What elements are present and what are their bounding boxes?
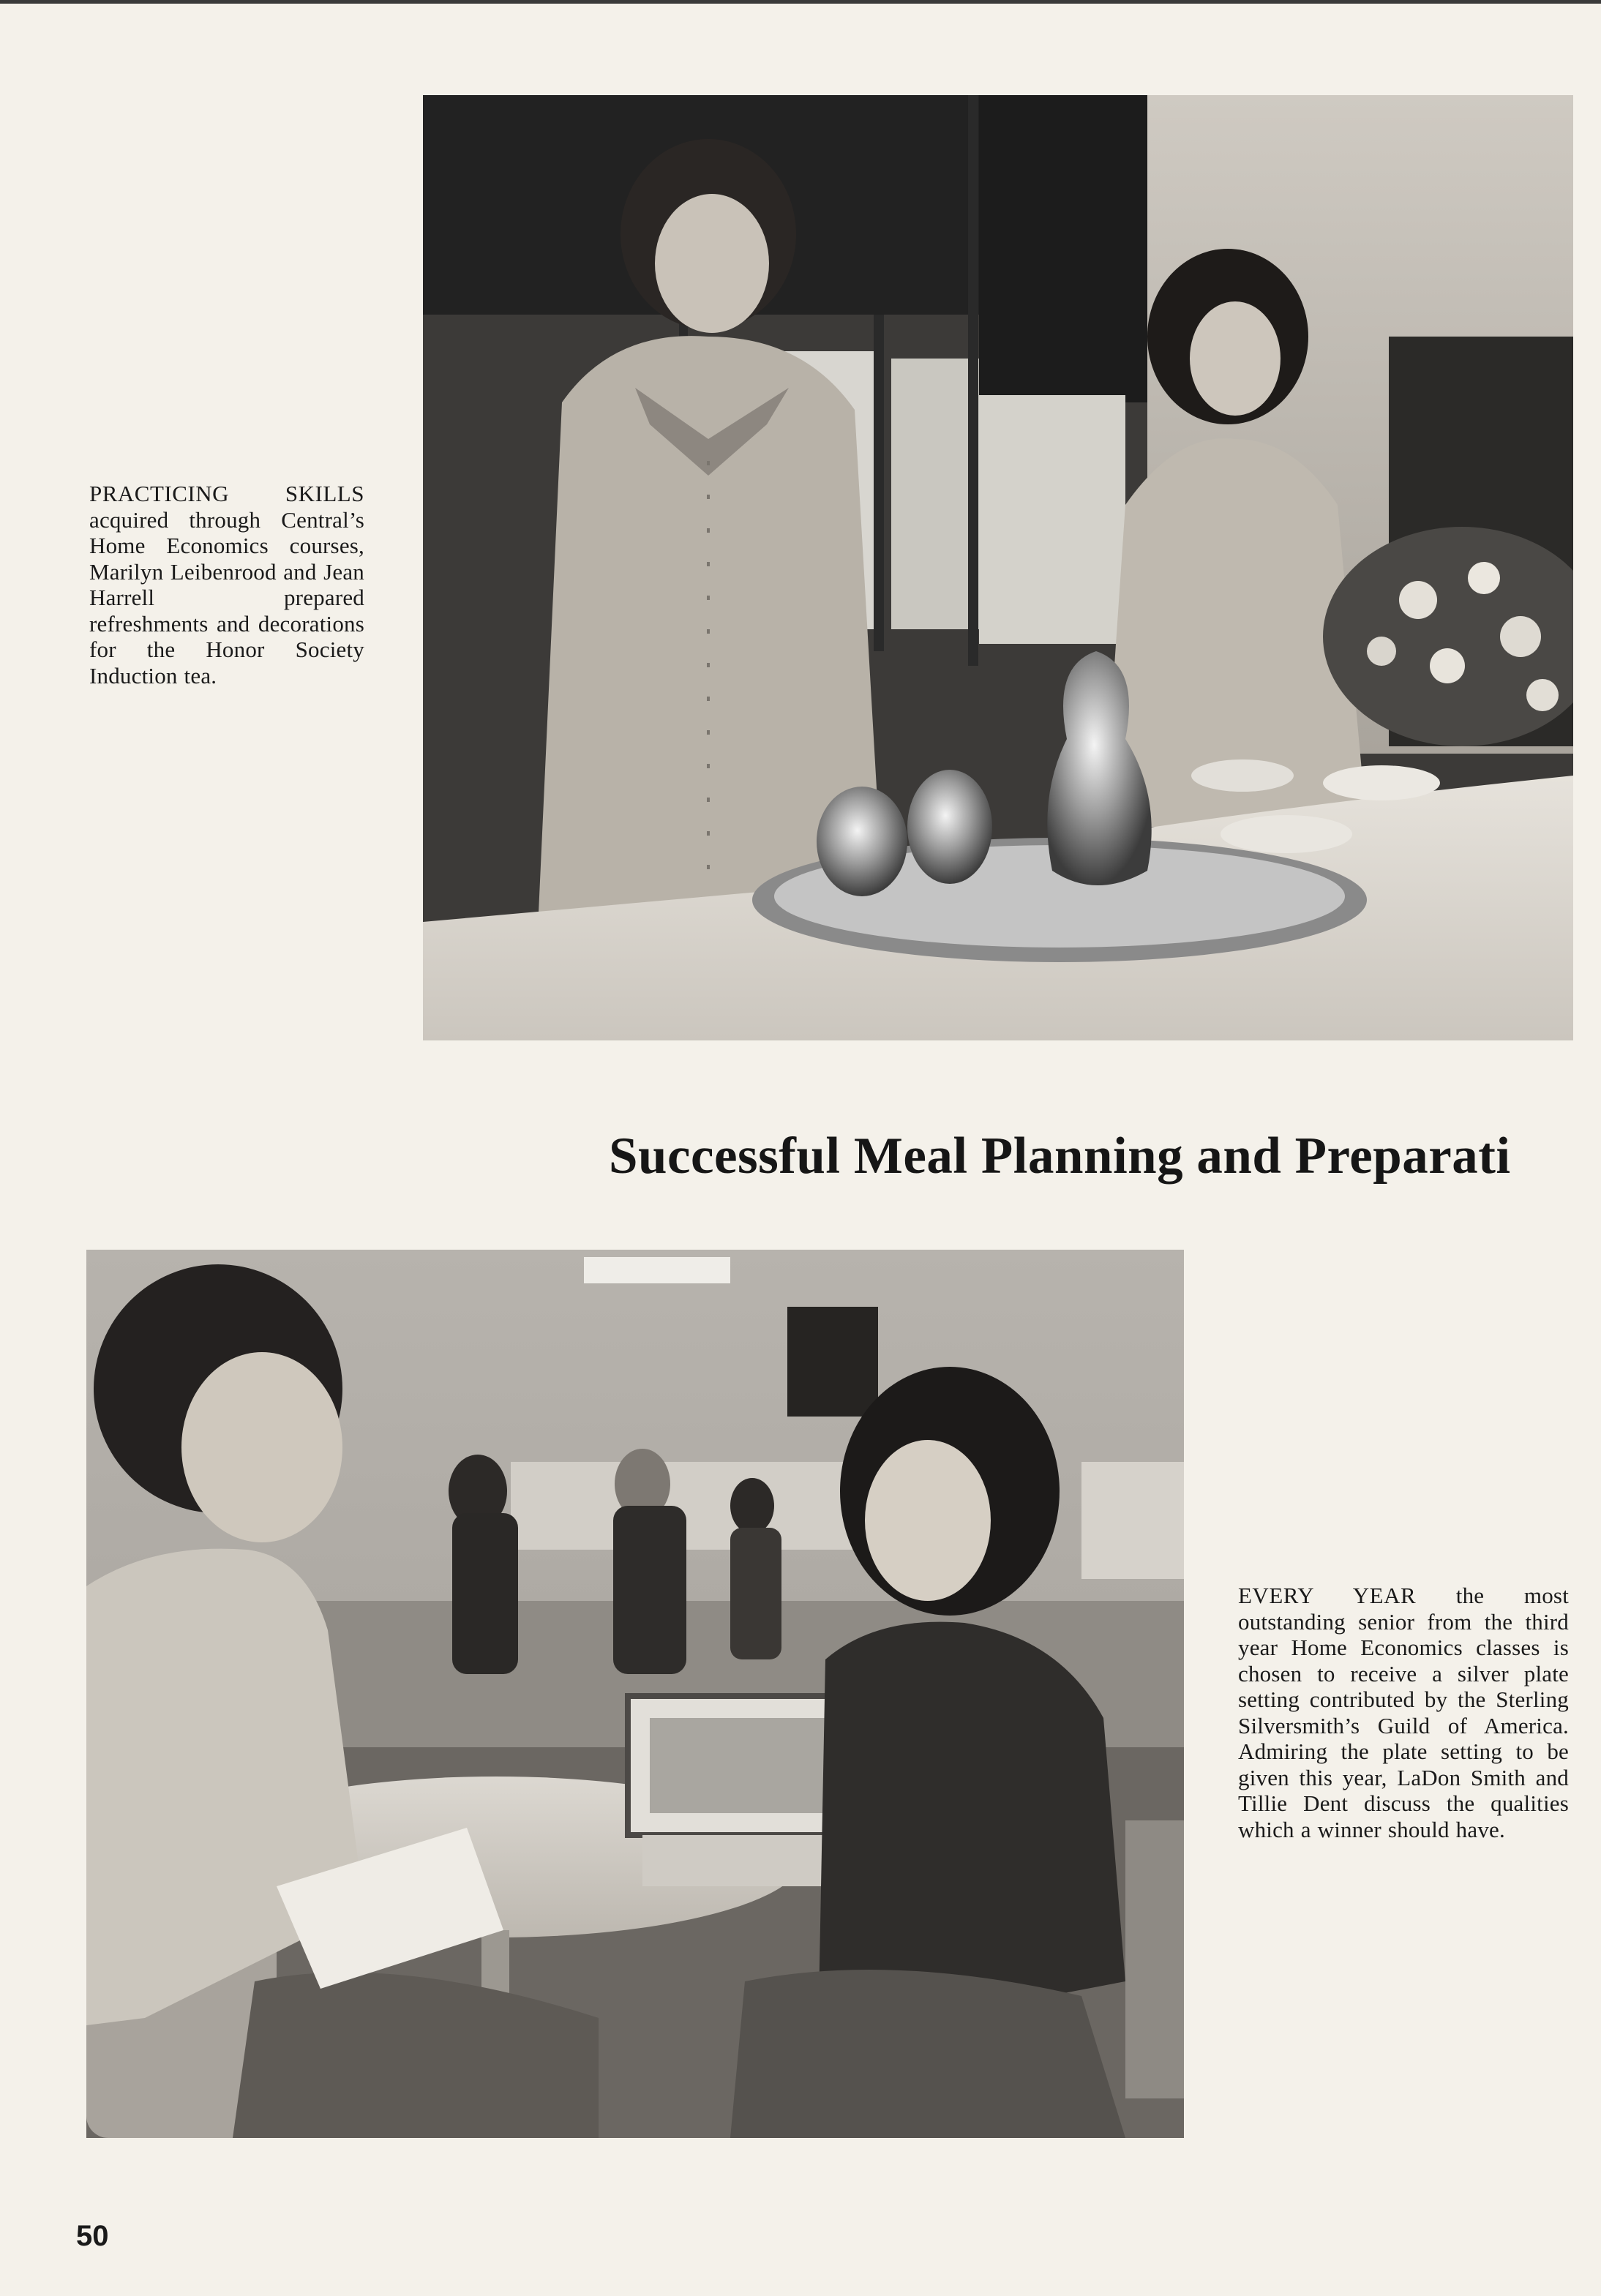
photo-silver-plate-setting-image [86,1250,1184,2138]
caption-lead: EVERY YEAR [1238,1583,1417,1608]
caption-body: acquired through Central’s Home Economics courses, Marilyn Leibenrood and Jean Harrell prepared refreshments and decorations for the Honor Society Induction tea. [89,506,364,689]
photo-tea-preparation-image [423,95,1573,1040]
photo-silver-plate-setting [86,1250,1184,2138]
page-headline: Successful Meal Planning and Preparati [609,1128,1511,1185]
photo-tea-preparation [423,95,1573,1040]
caption-silver-plate-setting [1238,1583,1569,1842]
caption-lead: PRACTICING SKILLS [89,481,364,506]
caption-body: the most outstanding senior from the third year Home Economics classes is chosen to receive a silver plate setting contributed by the Sterling Silversmith’s Guild of America. Admiring the plate setting to be given this year, LaDon Smith and Tillie Dent discuss the qualities which a winner should have. [1238,1583,1570,1842]
caption-tea-preparation [89,481,364,689]
page-top-rule [0,0,1601,4]
page-number: 50 [76,2220,109,2252]
